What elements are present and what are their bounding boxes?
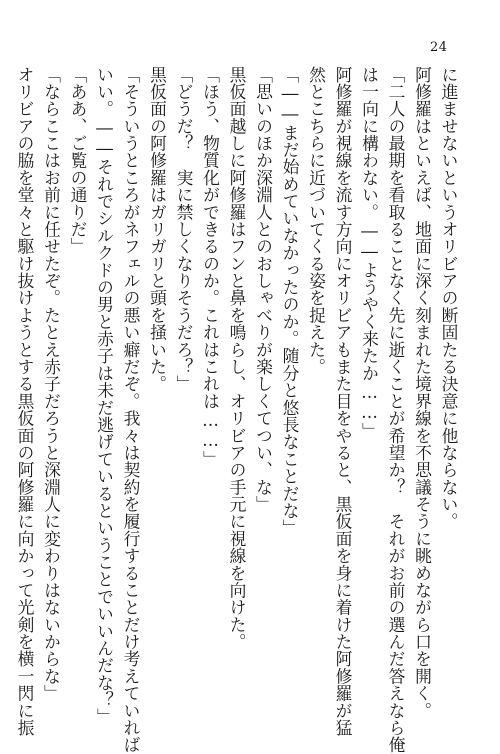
- page-number: 24: [430, 40, 448, 55]
- text-line-17: オリビアの脇を堂々と駆け抜けようとする黒仮面の阿修羅に向かって光剣を横一閃に振: [15, 66, 35, 737]
- vertical-text-body: [15, 66, 462, 754]
- text-line-3: 「二人の最期を看取ることなく先に逝くことが希望か？ それがお前の選んだ答えなら俺: [386, 66, 406, 754]
- text-line-10: 「ほう、物質化ができるのか。これはこれは……」: [200, 66, 221, 468]
- text-line-7: 「――まだ始めていなかったのか。随分と悠長なことだな」: [280, 66, 300, 537]
- text-line-2: 阿修羅はといえば、地面に深く刻まれた境界線を不思議そうに眺めながら口を開く。: [412, 66, 433, 720]
- text-line-15: 「ああ、ご覧の通りだ」: [68, 66, 88, 256]
- text-line-5: 阿修羅が視線を流す方向にオリビアもまた目をやると、黒仮面を身に着けた阿修羅が猛: [333, 66, 353, 737]
- text-line-13: 「そういうところがネフェルの悪い癖だぞ。我々は契約を履行することだけ考えていれば: [121, 66, 141, 754]
- text-line-14: いい。――それでシルクドの男と赤子は未だ逃げているということでいいんだな？」: [94, 66, 115, 726]
- text-line-6: 然とこちらに近づいてくる姿を捉えた。: [306, 66, 327, 376]
- text-line-1: に進ませないというオリビアの断固たる決意に他ならない。: [439, 66, 459, 531]
- text-line-11: 「どうだ？ 実に禁しくなりそうだろ？」: [174, 66, 194, 393]
- text-line-12: 黒仮面の阿修羅はガリガリと頭を掻いた。: [147, 66, 168, 393]
- text-line-9: 黒仮面越しに阿修羅はフンと鼻を鳴らし、オリビアの手元に視線を向けた。: [227, 66, 247, 651]
- text-line-8: 「思いのほか深淵人とのおしゃべりが楽しくてつい、な」: [253, 66, 274, 513]
- text-line-16: 「ならここはお前に任せたぞ。たとえ赤子だろうと深淵人に変わりはないからな」: [41, 66, 62, 703]
- text-line-4: は一向に構わない。――ようやく来たか……」: [359, 66, 380, 440]
